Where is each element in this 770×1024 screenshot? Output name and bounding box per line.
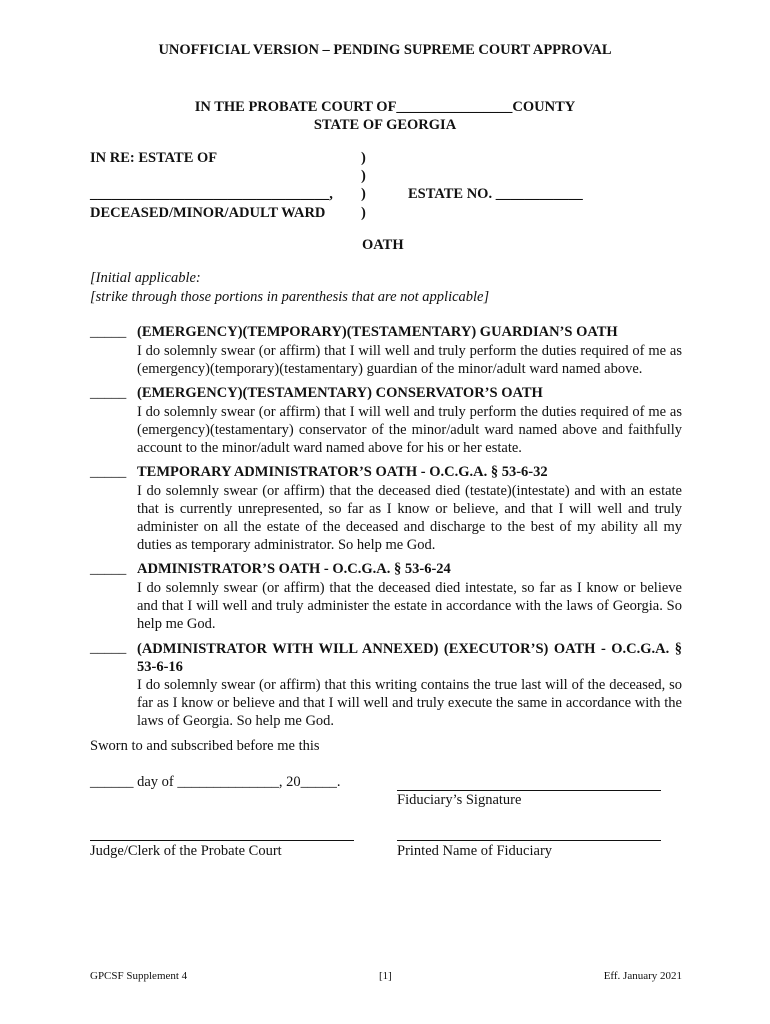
caption-paren: ): [361, 150, 366, 166]
initial-blank[interactable]: _____: [90, 324, 127, 340]
footer-effective-date: Eff. January 2021: [603, 970, 682, 982]
oath-guardian: [90, 324, 682, 378]
caption-paren: ): [361, 205, 366, 221]
printed-name-label: Printed Name of Fiduciary: [397, 843, 553, 859]
initial-blank[interactable]: _____: [90, 464, 127, 480]
sworn-statement: Sworn to and subscribed before me this: [90, 738, 320, 754]
initial-blank[interactable]: _____: [90, 640, 127, 656]
initial-blank[interactable]: _____: [90, 561, 127, 577]
banner: UNOFFICIAL VERSION – PENDING SUPREME COURT APPROVAL: [158, 42, 612, 58]
oath-administrator: [90, 561, 682, 633]
oath-executor: [90, 640, 682, 730]
oath-heading: (EMERGENCY)(TEMPORARY)(TESTAMENTARY) GUARDIAN’S OATH: [137, 324, 618, 340]
document-title: OATH: [362, 237, 404, 253]
caption-paren: ): [361, 186, 366, 202]
oath-text: I do solemnly swear (or affirm) that I will well and truly perform the duties required of me as (emergency)(temporary)(testamentary) guardian of the minor/adult ward named above.: [137, 343, 682, 377]
estate-number-field[interactable]: ESTATE NO. ____________: [408, 186, 583, 202]
oath-text: I do solemnly swear (or affirm) that I will well and truly perform the duties required of me as (emergency)(testamentary) conservator of the minor/adult ward named above and faithfully account to the minor/adult ward named above for his or her estate.: [137, 404, 682, 456]
party-type-label: DECEASED/MINOR/ADULT WARD: [90, 205, 326, 221]
judge-clerk-label: Judge/Clerk of the Probate Court: [90, 843, 282, 859]
instructions-line-1: [Initial applicable:: [90, 270, 201, 286]
footer-page-number: [1]: [379, 970, 392, 982]
oath-heading: ADMINISTRATOR’S OATH - O.C.G.A. § 53-6-24: [137, 561, 451, 577]
initial-blank[interactable]: _____: [90, 385, 127, 401]
caption-paren: ): [361, 168, 366, 184]
judge-signature-line[interactable]: [90, 840, 354, 841]
court-name: IN THE PROBATE COURT OF________________COUNTY: [194, 99, 576, 115]
instructions-line-2: [strike through those portions in parenthesis that are not applicable]: [90, 289, 490, 305]
printed-name-line[interactable]: [397, 840, 661, 841]
oath-heading: (ADMINISTRATOR WITH WILL ANNEXED) (EXECUTOR’S) OATH - O.C.G.A. § 53-6-16: [137, 641, 682, 675]
oath-text: I do solemnly swear (or affirm) that the deceased died (testate)(intestate) and with an estate that is currently unrepresented, so far as I know or believe, and that I will well and truly administer on all the estate of the deceased and discharge to the best of my ability all my duties as temporary administrator. So help me God.: [137, 483, 682, 553]
fiduciary-signature-line[interactable]: [397, 790, 661, 791]
oath-conservator: [90, 385, 682, 457]
oath-heading: (EMERGENCY)(TESTAMENTARY) CONSERVATOR’S OATH: [137, 385, 543, 401]
oath-text: I do solemnly swear (or affirm) that the deceased died intestate, so far as I know or believe and that I will well and truly administer the estate in accordance with the laws of Georgia. So help me God.: [137, 580, 682, 632]
estate-name-blank[interactable]: _________________________________,: [90, 186, 333, 202]
oath-heading: TEMPORARY ADMINISTRATOR’S OATH - O.C.G.A. § 53-6-32: [137, 464, 548, 480]
footer-form-id: GPCSF Supplement 4: [90, 970, 188, 982]
oath-temporary-administrator: [90, 464, 682, 554]
in-re-label: IN RE: ESTATE OF: [90, 150, 218, 166]
fiduciary-signature-label: Fiduciary’s Signature: [397, 792, 522, 808]
date-line[interactable]: ______ day of ______________, 20_____.: [90, 774, 341, 790]
court-state: STATE OF GEORGIA: [313, 117, 457, 133]
oath-text: I do solemnly swear (or affirm) that this writing contains the true last will of the deceased, so far as I know or believe and that I will well and truly execute the same in accordance with the laws of Georgia. So help me God.: [137, 677, 682, 729]
